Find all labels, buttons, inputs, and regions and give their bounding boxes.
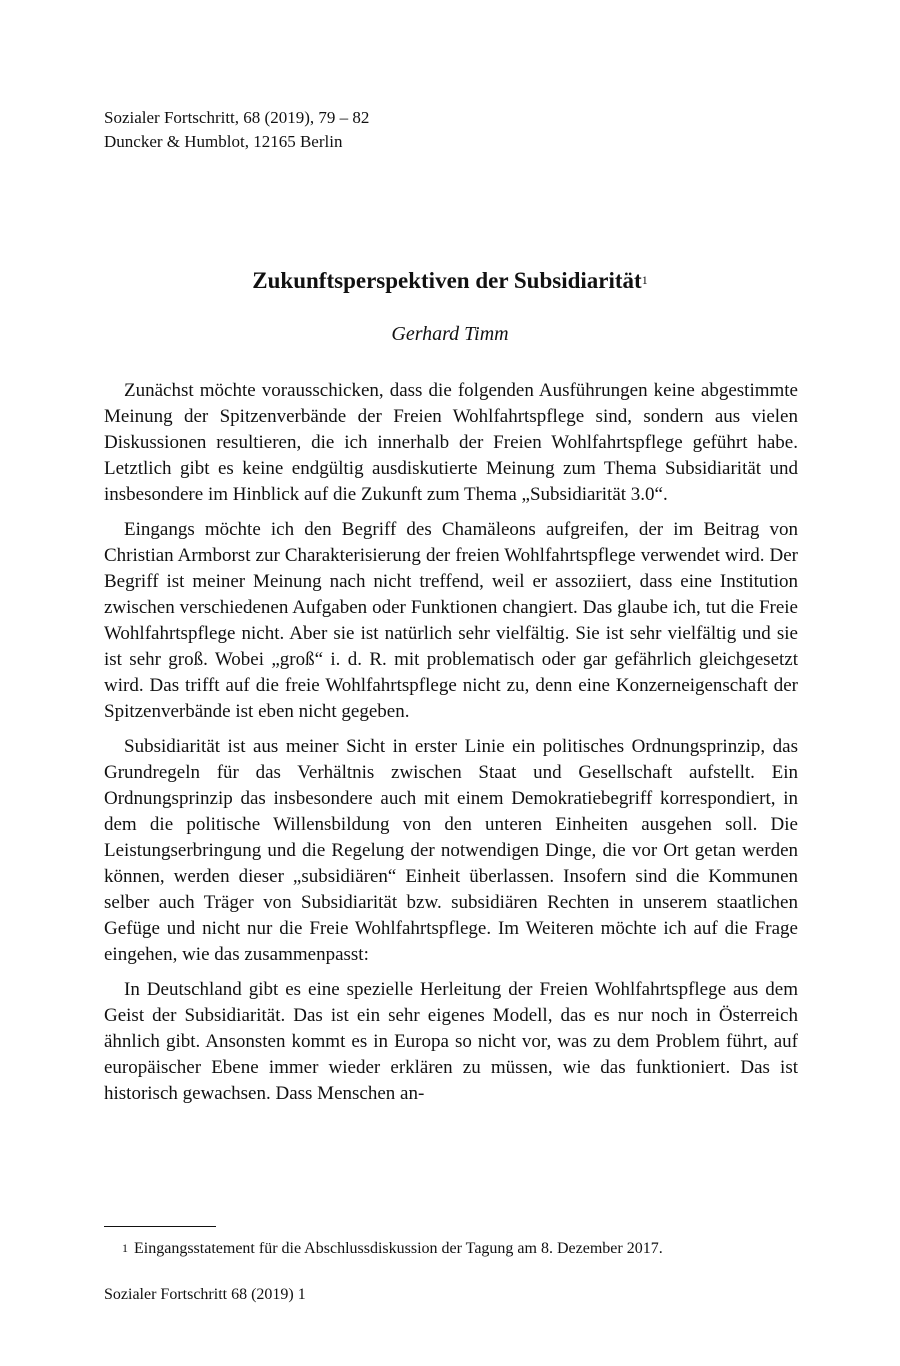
author-name: Gerhard Timm — [391, 323, 509, 345]
footnote-divider — [104, 1226, 216, 1227]
paragraph-1: Zunächst möchte vorausschicken, dass die folgenden Ausführungen keine abgestimmte Meinung der Spitzenverbände der Freien Wohlfahrtspflege sind, sondern aus vielen Diskussionen resultieren, die ich innerhalb der Freien Wohlfahrtspflege geführt habe. Letztlich gibt es keine endgültig ausdiskutierte Meinung zum Thema Subsidiarität und insbesondere im Hinblick auf die Zukunft zum Thema „Subsidiarität 3.0“. — [104, 380, 798, 505]
paragraph-3: Subsidiarität ist aus meiner Sicht in erster Linie ein politisches Ordnungsprinzip, das Grundregeln für das Verhältnis zwischen Staat und Gesellschaft aufstellt. Ein Ordnungsprinzip das insbesondere auch mit einem Demokratiebegriff korrespondiert, in dem die politische Willensbildung von den unteren Einheiten ausgehen soll. Die Leistungserbringung und die Regelung der notwendigen Dinge, die vor Ort getan werden können, werden dieser „subsidiären“ Einheit überlassen. Insofern sind die Kommunen selber auch Träger von Subsidiarität bzw. subsidiären Rechten in unserem staatlichen Gefüge und nicht nur die Freie Wohlfahrtspflege. Im Weiteren möchte ich auf die Frage eingehen, wie das zusammenpasst: — [104, 736, 798, 965]
paragraph-4: In Deutschland gibt es eine spezielle Herleitung der Freien Wohlfahrtspflege aus dem Geist der Subsidiarität. Das ist ein sehr eigenes Modell, das es nur noch in Österreich ähnlich gibt. Ansonsten kommt es in Europa so nicht vor, was zu dem Problem führt, auf europäischer Ebene immer wieder erklären zu müssen, wie das funktioniert. Das ist historisch gewachsen. Dass Menschen an- — [104, 979, 798, 1104]
article-title-text: Zukunftsperspektiven der Subsidiarität — [252, 268, 642, 293]
citation-line: Sozialer Fortschritt, 68 (2019), 79 – 82 — [104, 108, 370, 127]
footnote-text: Eingangsstatement für die Abschlussdiskussion der Tagung am 8. Dezember 2017. — [134, 1240, 663, 1257]
article-title — [0, 265, 900, 297]
publisher-line: Duncker & Humblot, 12165 Berlin — [104, 132, 343, 151]
footnote-number: 1 — [122, 1241, 128, 1255]
paragraph-2: Eingangs möchte ich den Begriff des Chamäleons aufgreifen, der im Beitrag von Christian Armborst zur Charakterisierung der freien Wohlfahrtspflege verwendet wird. Der Begriff ist meiner Meinung nach nicht treffend, weil er assoziiert, dass eine Institution zwischen verschiedenen Aufgaben oder Funktionen changiert. Das glaube ich, tut die Freie Wohlfahrtspflege nicht. Aber sie ist natürlich sehr vielfältig. Sie ist sehr vielfältig und sie ist sehr groß. Wobei „groß“ i. d. R. mit problematisch oder gar gefährlich gleichgesetzt wird. Das trifft auf die freie Wohlfahrtspflege nicht zu, denn eine Konzerneigenschaft der Spitzenverbände ist eben nicht gegeben. — [104, 519, 798, 722]
running-head — [104, 106, 369, 154]
title-footnote-marker[interactable]: 1 — [641, 273, 648, 287]
article-body — [104, 378, 798, 1116]
page-footer: Sozialer Fortschritt 68 (2019) 1 — [104, 1286, 306, 1303]
footnote — [122, 1238, 663, 1260]
